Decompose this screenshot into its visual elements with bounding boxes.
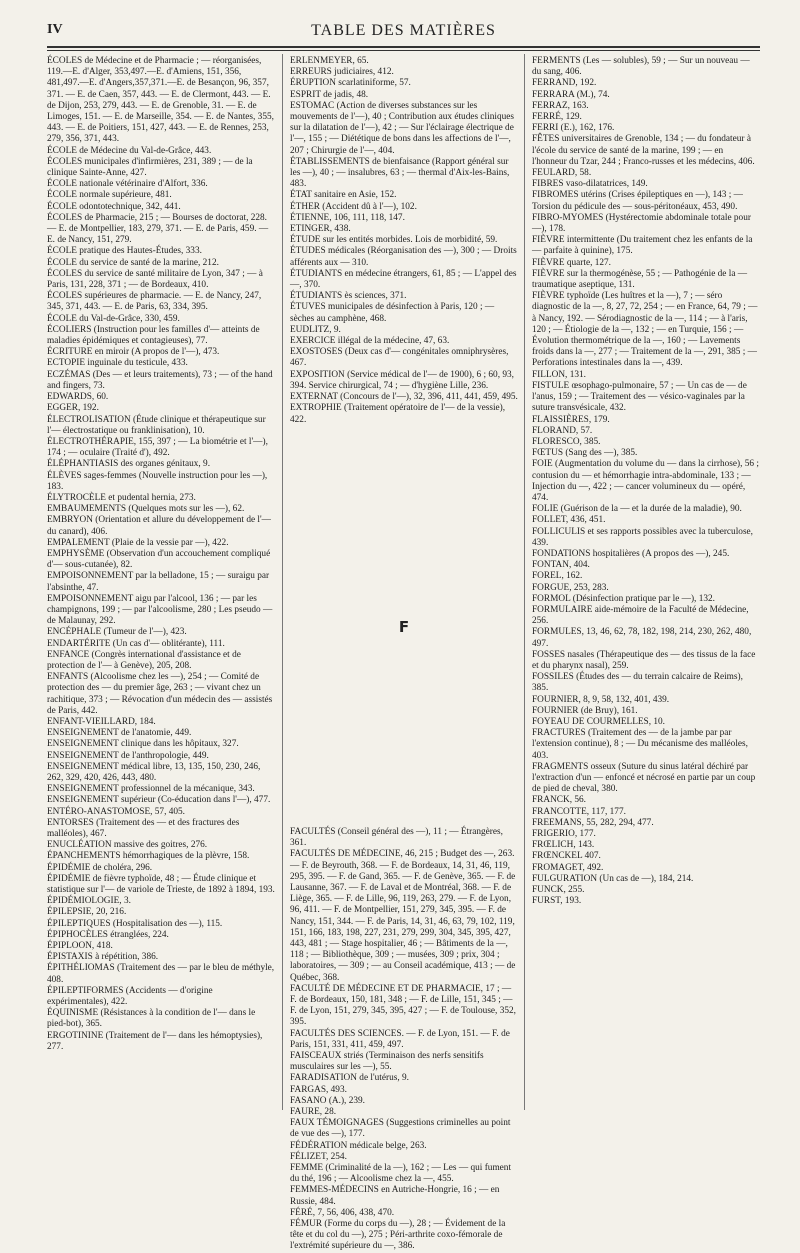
index-entry: ÉCOLE normale supérieure, 481. bbox=[47, 190, 172, 201]
index-entry: FOURNIER (de Bruy), 161. bbox=[532, 705, 638, 716]
index-entry: FASANO (A.), 239. bbox=[290, 1095, 365, 1106]
index-column-1 bbox=[47, 56, 275, 1108]
index-entry: FACULTÉS DE MÉDECINE, 46, 215 ; Budget des —, 263. — F. de Beyrouth, 368. — F. de Bordeaux, 14, 31, 46, 119, 295, 395. — F. de Gand, 365. — F. de Genève, 365. — F. de Lausanne, 367. — F. de Laval et de Montréal, 368. — F. de Liège, 365. — F. de Lille, 96, 119, 263, 279. — F. de Lyon, 96, 411. — F. de Montpellier, 151, 279, 345, 395. — F. de Nancy, 151, 344. — F. de Paris, 14, 31, 46, 63, 79, 102, 119, 151, 166, 183, 198, 227, 231, 279, 299, 304, 345, 395, 427, 443, 481 ; — Stage hospitalier, 46 ; — Bâtiments de la —, 118 ; — Bibliothèque, 309 ; — musées, 309 ; prix, 304 ; laboratoires, — 309 ; — au Conseil académique, 413 ; — de Québec, 368. bbox=[290, 849, 516, 983]
index-entry: ÉTUDIANTS ès sciences, 371. bbox=[290, 291, 407, 302]
index-entry: ENTÉRO-ANASTOMOSE, 57, 405. bbox=[47, 806, 185, 817]
index-entry: ENDARTÉRITE (Un cas d'— oblitérante), 111. bbox=[47, 638, 225, 649]
index-entry: EMPHYSÈME (Observation d'un accouchement compliqué d'— sous-cutanée), 82. bbox=[47, 548, 271, 571]
index-entry: FACULTÉ DE MÉDECINE ET DE PHARMACIE, 17 ; — F. de Bordeaux, 150, 181, 348 ; — F. de Lille, 151, 345 ; — F. de Lyon, 151, 279, 345, 395, 427 ; — F. de Toulouse, 352, 395. bbox=[290, 983, 516, 1028]
index-entry: EDWARDS, 60. bbox=[47, 392, 109, 403]
index-entry: FERRAZ, 163. bbox=[532, 100, 589, 111]
index-entry: ÉRUPTION scarlatiniforme, 57. bbox=[290, 78, 411, 89]
index-entry: FERRARA (M.), 74. bbox=[532, 89, 610, 100]
index-entry: FÉDÉRATION médicale belge, 263. bbox=[290, 1140, 427, 1151]
index-entry: ÉLÉPHANTIASIS des organes génitaux, 9. bbox=[47, 459, 211, 470]
index-entry: ÉPILEPTIFORMES (Accidents — d'origine expérimentales), 422. bbox=[47, 985, 213, 1008]
index-entry: FREEMANS, 55, 282, 294, 477. bbox=[532, 817, 654, 828]
index-entry: FEULARD, 58. bbox=[532, 168, 592, 179]
index-entry: FERRÉ, 129. bbox=[532, 112, 582, 123]
index-entry: FERMENTS (Les — solubles), 59 ; — Sur un nouveau — du sang, 406. bbox=[532, 56, 750, 78]
index-entry: FIÈVRE intermittente (Du traitement chez les enfants de la — parfaite à quinine), 175. bbox=[532, 235, 753, 257]
index-entry: EXPOSITION (Service médical de l'— de 1900), 6 ; 60, 93, 394. Service chirurgical, 74 ; — d'hygiène Lille, 236. bbox=[290, 369, 514, 391]
index-entry: ENFANTS (Alcoolisme chez les —), 254 ; — Comité de protection des — du premier âge, 263 ; — vivant chez un rachitique, 373 ; — Révocation d'un médecin des — assistés de Paris, 442. bbox=[47, 672, 273, 716]
index-entry: ÉPIDÉMIE de choléra, 296. bbox=[47, 862, 153, 873]
index-entry: ETINGER, 438. bbox=[290, 224, 351, 235]
index-entry: FOLLICULIS et ses rapports possibles avec la tuberculose, 439. bbox=[532, 526, 754, 548]
index-entry: FAURE, 28. bbox=[290, 1106, 337, 1117]
index-entry: ECTOPIE inguinale du testicule, 433. bbox=[47, 358, 188, 369]
index-entry: FORGUE, 253, 283. bbox=[532, 582, 609, 593]
index-entry: ERREURS judiciaires, 412. bbox=[290, 67, 394, 78]
index-entry: ÉPANCHEMENTS hémorrhagiques de la plèvre, 158. bbox=[47, 851, 250, 862]
index-entry: FERRI (E.), 162, 176. bbox=[532, 123, 615, 134]
index-entry: FORMULES, 13, 46, 62, 78, 182, 198, 214, 230, 262, 480, 497. bbox=[532, 627, 752, 649]
index-entry: EMPOISONNEMENT par la belladone, 15 ; — suraigu par l'absinthe, 47. bbox=[47, 571, 270, 593]
index-entry: EMBRYON (Orientation et allure du développement de l'— du canard), 406. bbox=[47, 515, 271, 537]
index-entry: FURST, 193. bbox=[532, 896, 582, 907]
index-entry: ÉCOLE pratique des Hautes-Études, 333. bbox=[47, 246, 202, 257]
index-column-2 bbox=[290, 56, 518, 1252]
index-entry: ÉCOLE de Médecine du Val-de-Grâce, 443. bbox=[47, 145, 212, 156]
index-entry: FONDATIONS hospitalières (A propos des —), 245. bbox=[532, 548, 730, 559]
index-entry: ÉCOLIERS (Instruction pour les familles d'— atteints de maladies épidémiques et contagieuses), 77. bbox=[47, 324, 260, 347]
index-entry: EXOSTOSES (Deux cas d'— congénitales omniphrysères, 467. bbox=[290, 347, 509, 369]
index-entry: FRŒNCKEL 407. bbox=[532, 851, 601, 862]
index-entry: EXTERNAT (Concours de l'—), 32, 396, 411, 441, 459, 495. bbox=[290, 392, 518, 403]
index-entry: FRANCOTTE, 117, 177. bbox=[532, 806, 626, 817]
index-entry: ÉCOLE nationale vétérinaire d'Alfort, 336. bbox=[47, 179, 208, 190]
index-entry: ÉPITHÉLIOMAS (Traitement des — par le bleu de méthyle, 408. bbox=[47, 963, 275, 985]
index-entry: ÉPIDÉMIE de fièvre typhoïde, 48 ; — Étude clinique et statistique sur l'— de variole de Trieste, de 1892 à 1894, 193. bbox=[47, 873, 275, 896]
index-entry: FARADISATION de l'utérus, 9. bbox=[290, 1073, 409, 1084]
index-entry: EMPALEMENT (Plaie de la vessie par —), 422. bbox=[47, 537, 229, 548]
index-entry: EMPOISONNEMENT aigu par l'alcool, 136 ; — par les champignons, 199 ; — par l'alcoolisme, 280 ; Les pseudo — de Malaunay, 292. bbox=[47, 593, 273, 627]
index-entry: FOURNIER, 8, 9, 58, 132, 401, 439. bbox=[532, 694, 670, 705]
index-entry: FULGURATION (Un cas de —), 184, 214. bbox=[532, 873, 694, 884]
index-entry: EXERCICE illégal de la médecine, 47, 63. bbox=[290, 336, 450, 347]
index-entry: FOLIE (Guérison de la — et la durée de la maladie), 90. bbox=[532, 504, 742, 515]
index-entry: ENCÉPHALE (Tumeur de l'—), 423. bbox=[47, 627, 187, 638]
index-entry: ENUCLÉATION massive des goitres, 276. bbox=[47, 840, 208, 851]
index-entry: ÉTHER (Accident dû à l'—), 102. bbox=[290, 201, 417, 212]
index-entry: FIÈVRE quarte, 127. bbox=[532, 257, 612, 268]
index-entry: FEMMES-MÉDECINS en Autriche-Hongrie, 16 ; — en Russie, 484. bbox=[290, 1185, 500, 1207]
index-entry: ESTOMAC (Action de diverses substances sur les mouvements de l'—), 40 ; Contribution aux études cliniques sur la dilatation de l'—), 42 ; — Sur l'éclairage électrique de l'—, 155 ; — Diététique de bons dans les affections de l'—, 207 ; Chirurgie de l'—, 404. bbox=[290, 100, 514, 156]
index-entry: ENFANCE (Congrès international d'assistance et de protection de l'— à Genève), 205, 208. bbox=[47, 649, 241, 671]
index-entry: ÉTIENNE, 106, 111, 118, 147. bbox=[290, 212, 405, 223]
column-separator bbox=[524, 54, 525, 1110]
header-rule-thin bbox=[47, 50, 760, 51]
index-entry: FRIGERIO, 177. bbox=[532, 829, 596, 840]
index-entry: ÉQUINISME (Résistances à la condition de l'— dans le pied-bot), 365. bbox=[47, 1008, 256, 1030]
header-rule-thick bbox=[47, 46, 760, 48]
index-entry: FAISCEAUX striés (Terminaison des nerfs sensitifs musculaires sur les —), 55. bbox=[290, 1050, 484, 1073]
index-entry: FOREL, 162. bbox=[532, 571, 583, 582]
index-entry: FRŒLICH, 143. bbox=[532, 840, 595, 851]
index-entry: FROMAGET, 492. bbox=[532, 862, 604, 873]
index-entry: ÉCOLES de Pharmacie, 215 ; — Bourses de doctorat, 228. — E. de Montpellier, 183, 279, 371. — E. de Paris, 459. — E. de Nancy, 151, 279. bbox=[47, 212, 269, 246]
index-entry: FIBRES vaso-dilatatrices, 149. bbox=[532, 179, 648, 190]
index-entry: FOYEAU DE COURMELLES, 10. bbox=[532, 716, 665, 727]
index-entry: FACULTÉS (Conseil général des —), 11 ; — Étrangères, 361. bbox=[290, 826, 503, 849]
index-entry: FLAISSIÈRES, 179. bbox=[532, 414, 610, 425]
index-entry: EXTROPHIE (Traitement opératoire de l'— de la vessie), 422. bbox=[290, 403, 506, 425]
index-entry: ERGOTININE (Traitement de l'— dans les hémoptysies), 277. bbox=[47, 1030, 263, 1052]
index-entry: ECZÉMAS (Des — et leurs traitements), 73 ; — of the hand and fingers, 73. bbox=[47, 369, 273, 391]
index-entry: FACULTÉS DES SCIENCES. — F. de Lyon, 151. — F. de Paris, 151, 331, 411, 459, 497. bbox=[290, 1028, 510, 1050]
index-entry: FUNCK, 255. bbox=[532, 885, 585, 896]
index-entry: ENFANT-VIEILLARD, 184. bbox=[47, 716, 156, 727]
index-entry: FOSSILES (Études des — du terrain calcaire de Reims), 385. bbox=[532, 672, 743, 694]
index-entry: EUDLITZ, 9. bbox=[290, 324, 341, 335]
index-entry: ÉLECTROLISATION (Étude clinique et thérapeutique sur l'— électrostatique ou franklinisation), 10. bbox=[47, 414, 266, 436]
index-entry: FLORESCO, 385. bbox=[532, 436, 601, 447]
index-entry: FILLON, 131. bbox=[532, 369, 586, 380]
index-entry: ÉCOLES supérieures de pharmacie. — E. de Nancy, 247, 345, 371, 443. — E. de Paris, 63, 334, 395. bbox=[47, 291, 262, 313]
index-entry: FÉLIZET, 254. bbox=[290, 1151, 347, 1162]
index-entry: ENTORSES (Traitement des — et des fractures des malléoles), 467. bbox=[47, 817, 240, 840]
index-entry: FIBRO-MYOMES (Hystérectomie abdominale totale pour —), 178. bbox=[532, 212, 751, 235]
index-entry: ENSEIGNEMENT médical libre, 13, 135, 150, 230, 246, 262, 329, 420, 426, 443, 480. bbox=[47, 761, 261, 783]
index-entry: EGGER, 192. bbox=[47, 403, 99, 414]
index-entry: ÉPILEPTIQUES (Hospitalisation des —), 115. bbox=[47, 918, 223, 929]
index-entry: FOLLET, 436, 451. bbox=[532, 515, 606, 526]
index-entry: ÉTUDE sur les entités morbides. Lois de morbidité, 59. bbox=[290, 235, 498, 246]
index-entry: FRACTURES (Traitement des — de la jambe par par l'extension continue), 8 ; — Du mécanisme des malléoles, 403. bbox=[532, 728, 748, 761]
index-entry: FIBROMES utérins (Crises épileptiques en —), 143 ; — Torsion du pédicule des — sous-péritonéaux, 453, 490. bbox=[532, 190, 743, 212]
index-entry: ERLENMEYER, 65. bbox=[290, 56, 369, 66]
index-entry: ÉTUVES municipales de désinfection à Paris, 120 ; — sèches au camphène, 468. bbox=[290, 302, 495, 324]
index-entry: ÉCOLE du Val-de-Grâce, 330, 459. bbox=[47, 313, 180, 324]
page-number: IV bbox=[47, 22, 63, 37]
index-entry: ÉLÈVES sages-femmes (Nouvelle instruction pour les —), 183. bbox=[47, 470, 268, 492]
index-entry: FLORAND, 57. bbox=[532, 425, 593, 436]
index-entry: ENSEIGNEMENT clinique dans les hôpitaux, 327. bbox=[47, 739, 239, 750]
index-entry: FORMULAIRE aide-mémoire de la Faculté de Médecine, 256. bbox=[532, 604, 749, 627]
index-entry: FRAGMENTS osseux (Suture du sinus latéral déchiré par l'extraction d'un — enfoncé et nécrosé en partie par un coup de pied de cheval, 380. bbox=[532, 761, 756, 795]
index-entry: ENSEIGNEMENT professionnel de la mécanique, 343. bbox=[47, 784, 255, 795]
index-entry: FÉMUR (Forme du corps du —), 28 ; — Évidement de la tête et du col du —), 275 ; Péri-arthrite coxo-fémorale de l'extrémité supérieure du —, 386. bbox=[290, 1219, 506, 1252]
index-entry: FOSSES nasales (Thérapeutique des — des tissus de la face et du pharynx nasal), 259. bbox=[532, 649, 756, 671]
section-letter: F bbox=[398, 617, 410, 636]
index-entry: FEMME (Criminalité de la —), 162 ; — Les — qui fument du thé, 196 ; — Alcoolisme chez la —, 455. bbox=[290, 1163, 512, 1185]
index-entry: FISTULE œsophago-pulmonaire, 57 ; — Un cas de — de l'anus, 159 ; — Traitement des — vésico-vaginales par la suture transvésicale, 432. bbox=[532, 380, 747, 414]
index-entry: FŒTUS (Sang des —), 385. bbox=[532, 448, 638, 459]
column-separator bbox=[282, 54, 283, 1110]
page-header bbox=[47, 22, 760, 42]
index-entry: ÉTUDIANTS en médecine étrangers, 61, 85 ; — L'appel des —, 370. bbox=[290, 268, 517, 291]
index-entry: FERRAND, 192. bbox=[532, 78, 597, 89]
index-column-3 bbox=[532, 56, 760, 1108]
index-entry: ÉPISTAXIS à répétition, 386. bbox=[47, 952, 159, 963]
index-entry: ÉCOLES du service de santé militaire de Lyon, 347 ; — à Paris, 131, 228, 371 ; — de Bordeaux, 410. bbox=[47, 268, 263, 291]
index-entry: ÉPIDÉMIOLOGIE, 3. bbox=[47, 896, 131, 907]
index-entry: FIÈVRE typhoïde (Les huîtres et la —), 7 ; — séro diagnostic de la —, 8, 27, 72, 254 ; — en France, 64, 79 ; — à Nancy, 192. — Sérodiagnostic de la —, 114 ; — à l'aris, 120 ; — Étiologie de la —, 132 ; — en Turquie, 156 ; — Évolution thermométrique de la —, 160 ; — Lavements froids dans la —, 277 ; — Traitement de la —, 291, 385 ; — Perforations intestinales dans la —, 439. bbox=[532, 291, 758, 369]
index-entry: ENSEIGNEMENT de l'anatomie, 449. bbox=[47, 728, 192, 739]
index-entry: ÉCRITURE en miroir (A propos de l'—), 473. bbox=[47, 347, 220, 358]
index-entry: FAUX TÉMOIGNAGES (Suggestions criminelles au point de vue des —), 177. bbox=[290, 1118, 511, 1140]
index-entry: FÊTES universitaires de Grenoble, 134 ; — du fondateur à l'école du service de santé de la marine, 199 ; — en l'honneur du Tzar, 244 ; Franco-russes et les médecins, 406. bbox=[532, 134, 755, 167]
index-entry: ESPRIT de jadis, 48. bbox=[290, 89, 369, 100]
index-entry: ENSEIGNEMENT supérieur (Co-éducation dans l'—), 477. bbox=[47, 795, 271, 806]
index-entry: ÉLECTROTHÉRAPIE, 155, 397 ; — La biométrie et l'—), 174 ; — oculaire (Traité d'), 492. bbox=[47, 436, 268, 459]
index-entry: FARGAS, 493. bbox=[290, 1084, 347, 1095]
index-entry: FIÈVRE sur la thermogénèse, 55 ; — Pathogénie de la — traumatique aseptique, 131. bbox=[532, 268, 748, 291]
index-entry: ÉCOLES de Médecine et de Pharmacie ; — réorganisées, 119.—E. d'Alger, 353,497.—E. d'Amiens, 151, 356, 481,497.—E. d'Angers,357,371.—E. de Besançon, 96, 357, 371. — E. de Caen, 357, 443. — E. de Clermont, 443. — E. de Dijon, 253, 279, 443. — E. de Grenoble, 31. — E. de Limoges, 151. — E. de Marseille, 354. — E. de Nantes, 355, 443. — E. de Poitiers, 151, 427, 443. — E. de Rennes, 253, 279, 356, 371, 443. bbox=[47, 56, 274, 145]
index-entry: EMBAUMEMENTS (Quelques mots sur les —), 62. bbox=[47, 504, 245, 515]
index-entry: ÉCOLE odontotechnique, 342, 441. bbox=[47, 201, 181, 212]
index-entry: ÉTUDES médicales (Réorganisation des —), 300 ; — Droits afférents aux — 310. bbox=[290, 246, 517, 268]
index-entry: ÉPIPHOCÈLES étranglées, 224. bbox=[47, 929, 169, 940]
index-entry: FOIE (Augmentation du volume du — dans la cirrhose), 56 ; contusion du — et hémorrhagie intra-abdominale, 133 ; — Injection du —, 422 ; — cancer volumineux du — opéré, 474. bbox=[532, 459, 759, 503]
index-entry: ÉPILEPSIE, 20, 216. bbox=[47, 907, 127, 918]
index-entry: ÉCOLE du service de santé de la marine, 212. bbox=[47, 257, 219, 268]
index-entry: ÉLYTROCÈLE et pudental hernia, 273. bbox=[47, 492, 196, 503]
index-entry: FONTAN, 404. bbox=[532, 560, 590, 571]
index-entry: ENSEIGNEMENT de l'anthropologie, 449. bbox=[47, 750, 209, 761]
index-entry: ÉPIPLOON, 418. bbox=[47, 941, 113, 952]
index-entry: ÉTAT sanitaire en Asie, 152. bbox=[290, 190, 397, 201]
running-title: TABLE DES MATIÈRES bbox=[311, 22, 496, 39]
index-entry: ÉTABLISSEMENTS de bienfaisance (Rapport général sur les —), 40 ; — insalubres, 63 ; — thermal d'Aix-les-Bains, 483. bbox=[290, 156, 510, 190]
index-entry: FÉRÉ, 7, 56, 406, 438, 470. bbox=[290, 1207, 395, 1218]
index-entry: FRANCK, 56. bbox=[532, 795, 586, 806]
index-entry: FORMOL (Désinfection pratique par le —), 132. bbox=[532, 593, 715, 604]
index-entry: ÉCOLES municipales d'infirmières, 231, 389 ; — de la clinique Sainte-Anne, 427. bbox=[47, 156, 253, 179]
